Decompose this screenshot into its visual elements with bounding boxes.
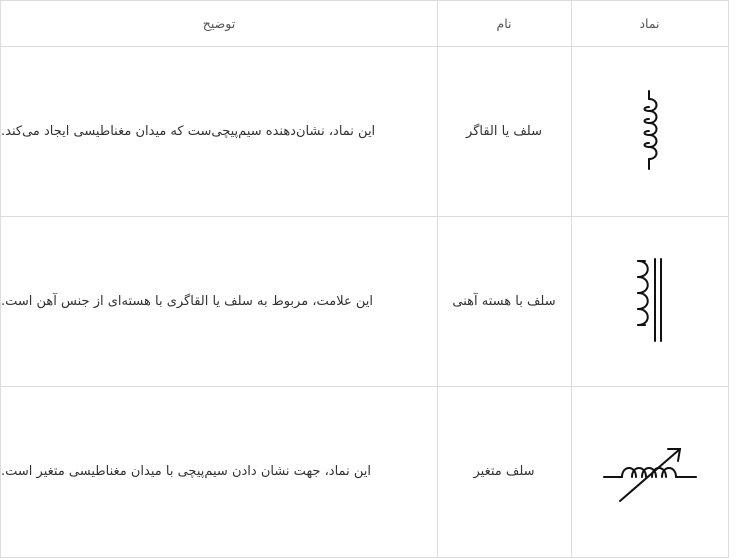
variable-inductor-symbol-icon bbox=[602, 437, 698, 507]
inductor-symbol-icon bbox=[635, 89, 665, 173]
row-2-description: این علامت، مربوط به سلف یا القاگری با هسته‌ای از جنس آهن است. bbox=[0, 216, 438, 387]
row-3-description: این نماد، جهت نشان دادن سیم‌پیچی با میدان مغناطیسی متغیر است. bbox=[0, 386, 438, 558]
row-3-symbol bbox=[571, 386, 729, 558]
header-symbol: نماد bbox=[571, 0, 729, 47]
row-1-name: سلف یا القاگر bbox=[437, 46, 572, 217]
iron-core-inductor-symbol-icon bbox=[633, 257, 667, 345]
row-2-symbol bbox=[571, 216, 729, 387]
header-description: توضیح bbox=[0, 0, 438, 47]
row-1-symbol bbox=[571, 46, 729, 217]
row-1-description: این نماد، نشان‌دهنده سیم‌پیچی‌ست که میدان مغناطیسی ایجاد می‌کند. bbox=[0, 46, 438, 217]
header-name: نام bbox=[437, 0, 572, 47]
row-2-name: سلف با هسته آهنی bbox=[437, 216, 572, 387]
row-3-name: سلف متغیر bbox=[437, 386, 572, 558]
